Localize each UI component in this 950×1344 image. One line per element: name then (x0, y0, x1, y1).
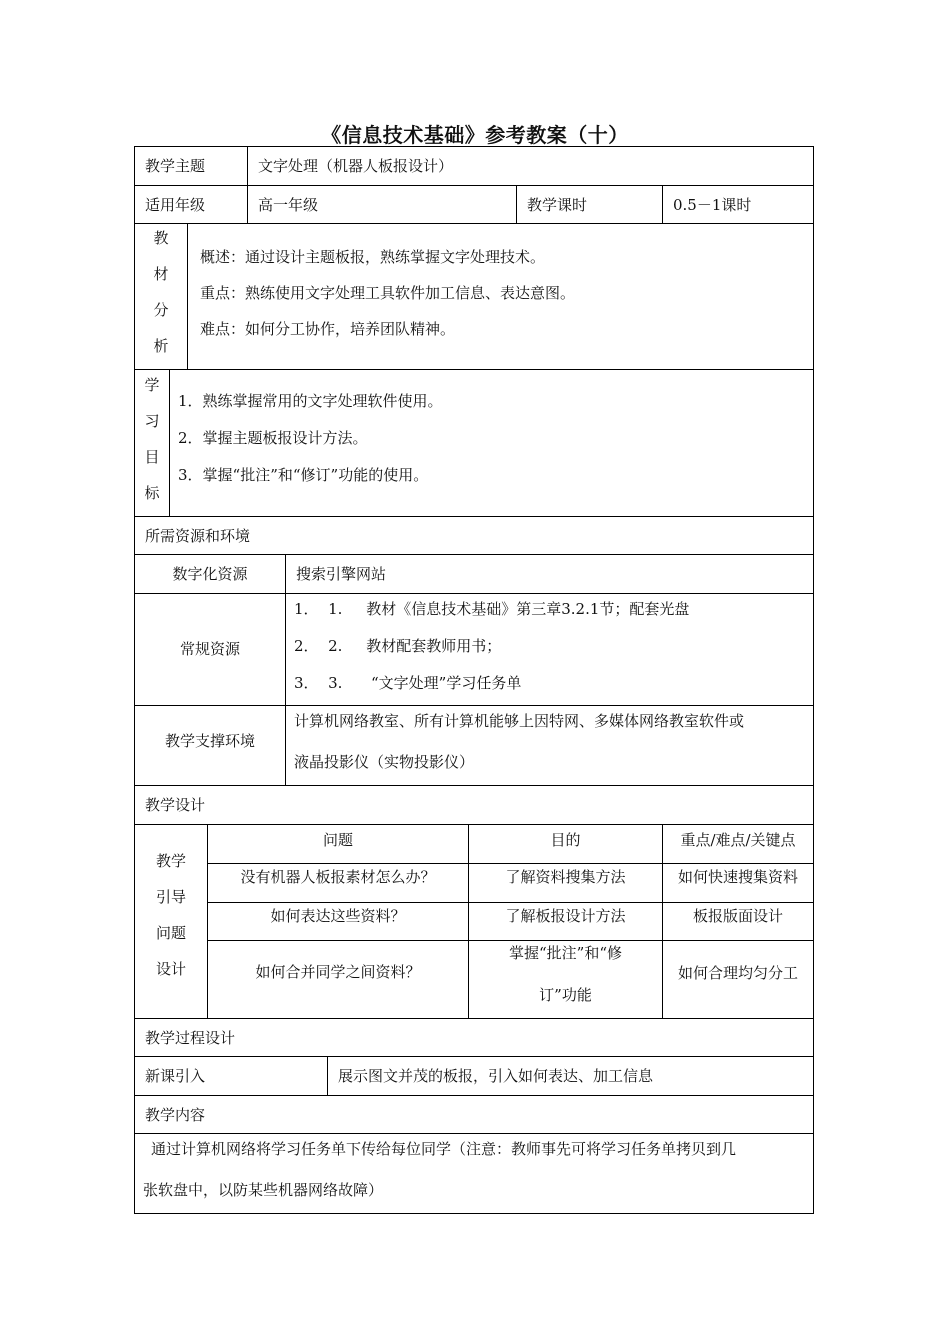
keypoint-cell (662, 863, 813, 902)
question-cell (208, 940, 468, 1018)
design-label-cell (135, 825, 207, 1018)
regular-item: 2． 2. 教材配套教师用书； (294, 637, 502, 655)
keypoint-cell (662, 902, 813, 940)
resources-header: 所需资源和环境 (145, 527, 251, 545)
purpose-cell (468, 940, 662, 1018)
support-label-cell (135, 706, 285, 785)
intro-row (134, 1056, 814, 1096)
analysis-row (134, 223, 814, 370)
content-row (134, 1133, 814, 1214)
column-header-label: 目的 (550, 831, 581, 849)
digital-label: 数字化资源 (172, 565, 248, 583)
design-header-row (134, 785, 814, 825)
digital-value-cell (285, 555, 813, 593)
regular-label: 常规资源 (179, 640, 240, 658)
purpose-text: 了解资料搜集方法 (505, 868, 626, 886)
design-label-part: 问题 (155, 924, 186, 942)
goals-row (134, 369, 814, 517)
column-header-question (208, 825, 468, 863)
question-text: 如何合并同学之间资料？ (255, 963, 421, 981)
intro-value-cell (327, 1057, 813, 1095)
design-grid (207, 825, 813, 1018)
regular-resources-row (134, 593, 814, 706)
regular-item: 1． 1. 教材《信息技术基础》第三章3.2.1节；配套光盘 (294, 600, 690, 618)
support-line: 液晶投影仪（实物投影仪） (294, 753, 475, 771)
question-text: 如何表达这些资料？ (270, 907, 406, 925)
process-header-row (134, 1018, 814, 1057)
content-line: 张软盘中，以防某些机器网络故障） (143, 1181, 384, 1199)
purpose-text-line: 订”功能 (539, 986, 592, 1004)
keypoint-text: 如何快速搜集资料 (677, 868, 798, 886)
goals-label-char: 目 (144, 448, 160, 466)
content-header: 教学内容 (145, 1106, 206, 1124)
question-cell (208, 863, 468, 902)
keypoint-cell (662, 940, 813, 1018)
keypoint-text: 板报版面设计 (692, 907, 783, 925)
support-label: 教学支撑环境 (164, 732, 255, 750)
resources-header-row (134, 516, 814, 555)
document-title: 《信息技术基础》参考教案（十） (321, 123, 629, 147)
content-header-row (134, 1095, 814, 1134)
purpose-text-line: 掌握“批注”和“修 (508, 944, 622, 962)
digital-label-cell (135, 555, 285, 593)
design-table (134, 824, 814, 1019)
support-row (134, 705, 814, 786)
intro-label: 新课引入 (145, 1067, 206, 1085)
support-value-cell (285, 706, 813, 785)
goal-item: 2．掌握主题板报设计方法。 (178, 429, 368, 447)
column-header-label: 问题 (322, 831, 353, 849)
digital-value: 搜索引擎网站 (296, 565, 387, 583)
goal-item: 1．熟练掌握常用的文字处理软件使用。 (178, 392, 443, 410)
hours-value: 0.5－1课时 (673, 196, 752, 214)
theme-value: 文字处理（机器人板报设计） (258, 157, 454, 175)
grade-label: 适用年级 (145, 196, 206, 214)
digital-resources-row (134, 554, 814, 594)
hours-label: 教学课时 (527, 196, 588, 214)
table-row (208, 863, 813, 903)
table-row (208, 902, 813, 941)
goals-label-char: 习 (144, 412, 160, 430)
design-header-row-inner (208, 825, 813, 864)
keypoint-text: 如何合理均匀分工 (677, 964, 798, 982)
goal-item: 3．掌握“批注”和“修订”功能的使用。 (178, 466, 429, 484)
goals-label-cell (135, 370, 169, 516)
design-label-part: 引导 (155, 888, 186, 906)
grade-row (134, 185, 814, 224)
grade-value-cell (247, 186, 516, 223)
purpose-cell (468, 863, 662, 902)
grade-label-cell (135, 186, 247, 223)
column-header-purpose (468, 825, 662, 863)
analysis-line: 重点：熟练使用文字处理工具软件加工信息、表达意图。 (200, 284, 576, 302)
hours-value-cell (662, 186, 813, 223)
purpose-text: 了解板报设计方法 (505, 907, 626, 925)
goals-label-char: 标 (144, 484, 160, 502)
theme-label-cell (135, 147, 247, 185)
analysis-line: 概述：通过设计主题板报，熟练掌握文字处理技术。 (200, 248, 546, 266)
theme-label: 教学主题 (145, 157, 206, 175)
grade-value: 高一年级 (258, 196, 319, 214)
hours-label-cell (516, 186, 662, 223)
regular-item: 3． 3. “文字处理”学习任务单 (294, 674, 522, 692)
question-text: 没有机器人板报素材怎么办？ (240, 868, 436, 886)
regular-label-cell (135, 594, 285, 705)
purpose-cell (468, 902, 662, 940)
analysis-label-char: 分 (153, 301, 169, 319)
question-cell (208, 902, 468, 940)
process-header: 教学过程设计 (145, 1029, 236, 1047)
table-row (208, 940, 813, 1018)
theme-row (134, 146, 814, 186)
analysis-label-char: 析 (153, 337, 169, 355)
design-header: 教学设计 (145, 796, 206, 814)
analysis-line: 难点：如何分工协作，培养团队精神。 (200, 320, 456, 338)
column-header-label: 重点/难点/关键点 (680, 831, 796, 849)
design-label-part: 教学 (155, 852, 186, 870)
support-line: 计算机网络教室、所有计算机能够上因特网、多媒体网络教室软件或 (294, 712, 745, 730)
analysis-label-char: 教 (153, 229, 169, 247)
design-label-part: 设计 (155, 960, 186, 978)
analysis-content-cell (187, 224, 813, 369)
intro-value: 展示图文并茂的板报，引入如何表达、加工信息 (338, 1067, 654, 1085)
column-header-keypoint (662, 825, 813, 863)
analysis-label-cell (135, 224, 187, 369)
theme-value-cell (247, 147, 813, 185)
content-line: 通过计算机网络将学习任务单下传给每位同学（注意：教师事先可将学习任务单拷贝到几 (151, 1140, 737, 1158)
goals-content-cell (169, 370, 813, 516)
analysis-label-char: 材 (153, 265, 169, 283)
regular-items-cell (285, 594, 813, 705)
intro-label-cell (135, 1057, 327, 1095)
goals-label-char: 学 (144, 376, 160, 394)
